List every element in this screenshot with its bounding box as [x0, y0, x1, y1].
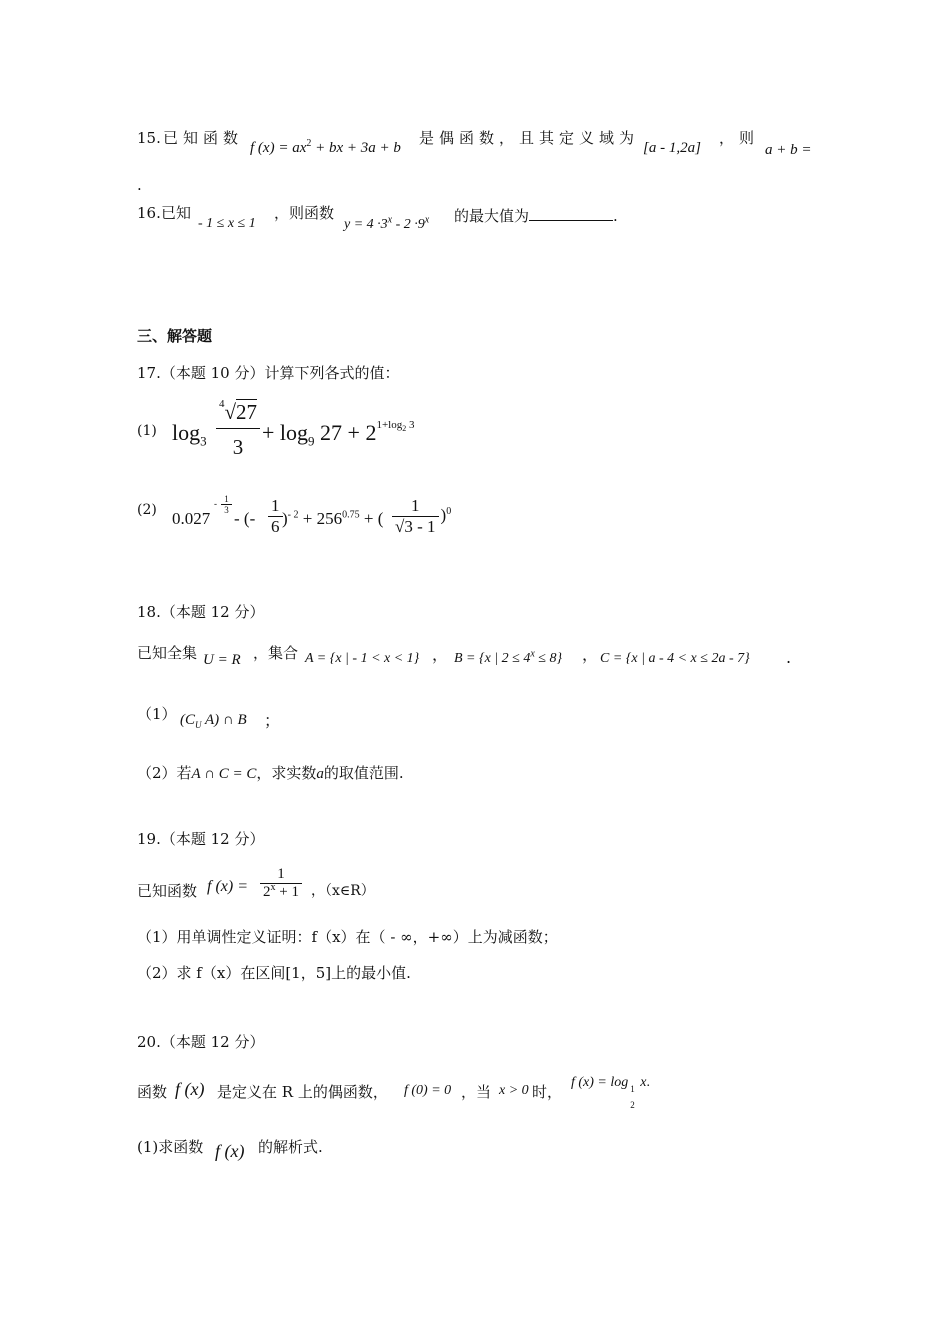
q16-text-1: 已知 [161, 204, 192, 222]
q18-set-C: C = {x | a - 4 < x ≤ 2a - 7} [600, 651, 750, 666]
q15-number: 15. [137, 129, 161, 147]
q17-p2-exp1: - $\frac{1}{3}$ [214, 494, 234, 515]
q19-part-2: （2）求 f（x）在区间[1，5]上的最小值. [137, 964, 411, 982]
q17-p2-base: 0.027 [172, 509, 211, 528]
answer-blank[interactable] [529, 206, 613, 221]
q15-text-2: 是偶函数，且其定义域为 [419, 129, 640, 147]
q15-dot: . [137, 176, 142, 194]
q18-set-A: A = {x | - 1 < x < 1} [305, 651, 420, 666]
q17-p1-numerator: $^4$√27 [216, 400, 260, 429]
q18-p2-expr: A ∩ C = C [191, 766, 257, 782]
q17-p2-fraction-1: $\frac{1}{6}$ [266, 496, 285, 537]
q17-header: 17.（本题 10 分）计算下列各式的值： [137, 364, 400, 382]
q17-p2-fraction-2: $\frac{1}{√3 - 1}$ )$^0$ [390, 496, 451, 537]
q18-p1-end: ； [264, 711, 281, 730]
q18-set-B: B = {x | $2 \le 4^x \le 8$} [454, 648, 563, 666]
q18-comma-1: ， [432, 645, 449, 664]
q18-comma-2: ， [582, 645, 599, 664]
q19-header: 19.（本题 12 分） [137, 830, 265, 848]
q15-function: f $(x) = ax^2$ + bx + 3a + b [250, 138, 401, 156]
q17-p2-mid: )$^{- 2} + 256^{0.75}$ + ( [282, 509, 384, 528]
q18-end: . [786, 648, 792, 667]
q19-part-1: （1）用单调性定义证明：f（x）在（ - ∞，+∞）上为减函数； [137, 928, 558, 946]
q18-p2-label: （2）若 [137, 764, 192, 782]
q18-intro-text: 已知全集 [137, 644, 198, 662]
q19-f: f (x) = [207, 878, 248, 895]
q15-ask: a + b = [765, 142, 812, 158]
q20-text-3: ，当 [461, 1083, 492, 1101]
q20-text-2: 是定义在 R 上的偶函数， [217, 1083, 388, 1101]
q18-p1-label: （1） [137, 705, 177, 723]
q18-p1-expr: ($C_U$ A) ∩ B [180, 712, 247, 730]
q16-text-3: 的最大值为 . [454, 207, 618, 225]
q15-text-1: 已知函数 [163, 129, 244, 147]
q20-p1-pre: (1)求函数 [137, 1138, 204, 1156]
q20-p1-fx: f (x) [215, 1141, 245, 1161]
q17-p1-fraction [216, 400, 260, 460]
q17-p1-rest: + $\log_9 27 + 2^{1+log_2 3}$ [262, 419, 415, 449]
section-title: 三、解答题 [137, 327, 213, 345]
q18-part-2 [137, 762, 404, 783]
q16-condition: - 1 ≤ x ≤ 1 [198, 216, 256, 231]
q20-fx: f (x) [175, 1079, 205, 1099]
q17-p1-log3: $\log_3$ [172, 420, 207, 449]
q15-text-3: ，则 [719, 129, 760, 147]
q20-p1-post: 的解析式. [258, 1138, 323, 1156]
q18-p2-end: 的取值范围. [323, 764, 404, 782]
q18-p2-text: ，求实数 [256, 764, 317, 782]
q19-domain: ，（x∈R） [311, 883, 375, 899]
q18-p2-a: a [316, 766, 324, 782]
q16-function: $y = 4 \cdot 3^x - 2 \cdot 9^x$ [344, 214, 430, 232]
q15-domain: [a - 1,2a] [643, 140, 701, 156]
q20-cond: x > 0 [499, 1083, 529, 1098]
q18-universal: U = R [203, 652, 241, 668]
q19-fraction: $\frac{1}{2^x + 1}$ [258, 866, 304, 901]
q17-p1-denominator: 3 [232, 435, 244, 459]
q16-number: 16. [137, 204, 161, 222]
q17-p2-label: (2) [137, 502, 157, 518]
q18-set-word: ，集合 [253, 644, 299, 662]
q20-definition: f (x) = log 1 2 x. [571, 1075, 650, 1110]
q17-p2-minus: - (- [234, 509, 256, 528]
q16-text-2: ，则函数 [274, 204, 335, 222]
q19-intro-text: 已知函数 [137, 882, 198, 900]
q20-header: 20.（本题 12 分） [137, 1033, 265, 1051]
q18-header: 18.（本题 12 分） [137, 603, 265, 621]
q17-p1-label: (1) [137, 423, 157, 439]
q20-text-4: 时， [532, 1083, 563, 1101]
q20-f0: f (0) = 0 [404, 1083, 452, 1098]
q20-text-1: 函数 [137, 1083, 168, 1101]
